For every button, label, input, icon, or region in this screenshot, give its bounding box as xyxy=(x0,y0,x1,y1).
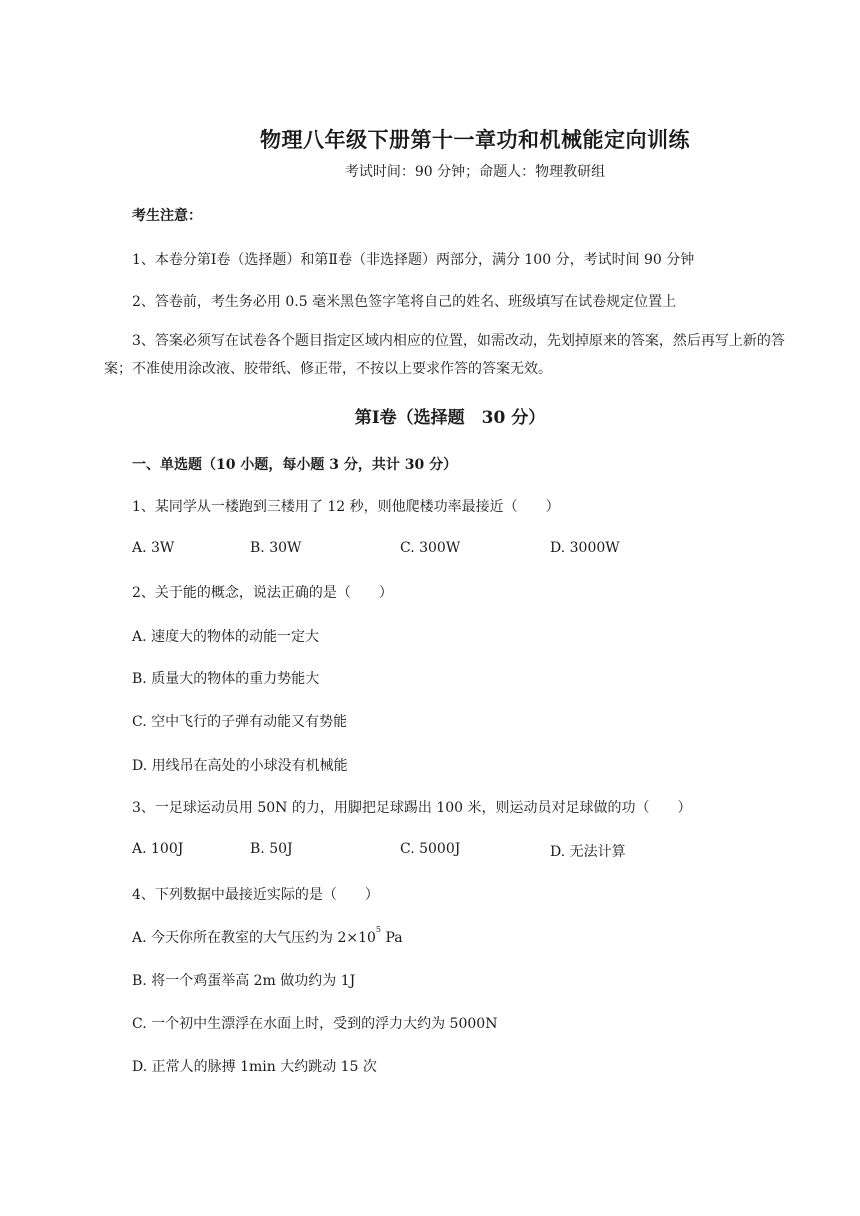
option-d: D. 3000W xyxy=(550,540,620,556)
notice-heading: 考生注意： xyxy=(132,208,202,224)
notice-item-2: 2、答卷前，考生务必用 0.5 毫米黑色签字笔将自己的姓名、班级填写在试卷规定位置上 xyxy=(132,294,677,310)
question-2-option-c: C. 空中飞行的子弹有动能又有势能 xyxy=(132,714,348,730)
notice-item-3: 3、答案必须写在试卷各个题目指定区域内相应的位置，如需改动，先划掉原来的答案，然后再写上新的答案；不准使用涂改液、胶带纸、修正带，不按以上要求作答的答案无效。 xyxy=(104,333,785,377)
question-3-stem: 3、一足球运动员用 50N 的力，用脚把足球踢出 100 米，则运动员对足球做的功（ ） xyxy=(132,800,692,816)
option-a: A. 100J xyxy=(132,841,184,857)
option-a: A. 3W xyxy=(132,540,175,556)
question-4-option-a xyxy=(132,927,403,947)
option-c: C. 300W xyxy=(400,540,461,556)
section-title: 第Ⅰ卷（选择题 30 分） xyxy=(354,408,546,428)
part-heading: 一、单选题（10 小题，每小题 3 分，共计 30 分） xyxy=(132,457,458,473)
notice-item-1: 1、本卷分第Ⅰ卷（选择题）和第Ⅱ卷（非选择题）两部分，满分 100 分，考试时间 90 分钟 xyxy=(132,252,695,268)
option-a-exponent: 5 xyxy=(375,925,382,934)
question-4-option-d: D. 正常人的脉搏 1min 大约跳动 15 次 xyxy=(132,1059,377,1075)
option-b: B. 50J xyxy=(250,841,293,857)
question-2-option-b: B. 质量大的物体的重力势能大 xyxy=(132,671,320,687)
question-2-stem: 2、关于能的概念，说法正确的是（ ） xyxy=(132,585,393,601)
option-c: C. 5000J xyxy=(400,841,461,857)
question-4-option-b: B. 将一个鸡蛋举高 2m 做功约为 1J xyxy=(132,973,356,989)
question-1-options xyxy=(132,540,692,560)
exam-info: 考试时间：90 分钟；命题人：物理教研组 xyxy=(344,164,606,180)
question-4-stem: 4、下列数据中最接近实际的是（ ） xyxy=(132,887,379,903)
question-3-options xyxy=(132,841,692,861)
option-a-text: A. 今天你所在教室的大气压约为 2×10 xyxy=(132,930,376,946)
page-title: 物理八年级下册第十一章功和机械能定向训练 xyxy=(260,127,690,152)
question-1-stem: 1、某同学从一楼跑到三楼用了 12 秒，则他爬楼功率最接近（ ） xyxy=(132,499,560,515)
option-d: D. 无法计算 xyxy=(550,844,626,860)
question-2-option-a: A. 速度大的物体的动能一定大 xyxy=(132,629,320,645)
question-4-option-c: C. 一个初中生漂浮在水面上时，受到的浮力大约为 5000N xyxy=(132,1016,498,1032)
option-a-unit: Pa xyxy=(381,930,403,946)
question-2-option-d: D. 用线吊在高处的小球没有机械能 xyxy=(132,758,348,774)
option-b: B. 30W xyxy=(250,540,302,556)
